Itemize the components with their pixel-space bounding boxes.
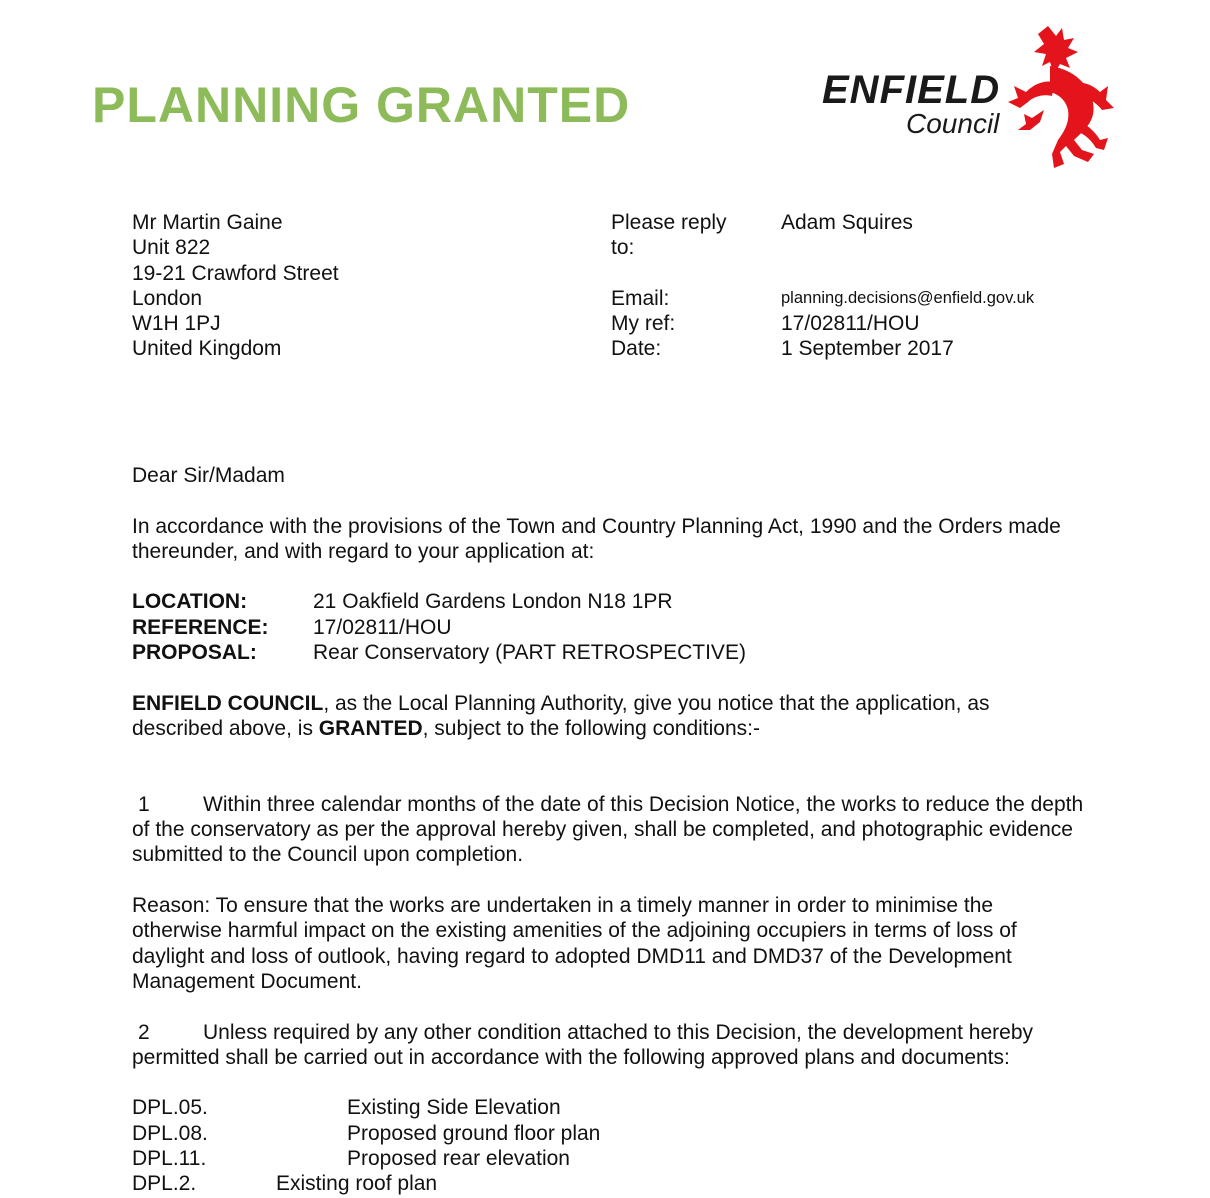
condition-1-number: 1 xyxy=(138,793,150,816)
reference-value: 17/02811/HOU xyxy=(313,616,452,639)
reason-paragraph xyxy=(132,893,1017,994)
proposal-value: Rear Conservatory (PART RETROSPECTIVE) xyxy=(313,641,746,664)
date-label: Date: xyxy=(611,337,662,360)
email-value[interactable]: planning.decisions@enfield.gov.uk xyxy=(781,289,1035,307)
recipient-postcode: W1H 1PJ xyxy=(132,312,221,336)
recipient-country: United Kingdom xyxy=(132,337,282,361)
date-value: 1 September 2017 xyxy=(781,337,954,360)
plan-code: DPL.2. xyxy=(132,1172,197,1195)
plan-title: Proposed ground floor plan xyxy=(347,1122,601,1145)
page-title: PLANNING GRANTED xyxy=(92,77,631,133)
notice-line-1-text: , as the Local Planning Authority, give you notice that the application, as xyxy=(323,692,990,715)
reply-label-line2: to: xyxy=(611,236,635,260)
plan-title: Existing roof plan xyxy=(276,1172,438,1195)
reference-label: REFERENCE: xyxy=(132,616,269,639)
plan-code: DPL.05. xyxy=(132,1096,208,1119)
my-ref-value: 17/02811/HOU xyxy=(781,312,920,335)
logo-enfield-text: ENFIELD xyxy=(822,68,1001,112)
enfield-council-logo xyxy=(818,22,1118,172)
location-value: 21 Oakfield Gardens London N18 1PR xyxy=(313,590,673,613)
plan-title: Existing Side Elevation xyxy=(347,1096,561,1119)
logo-council-text: Council xyxy=(906,108,1000,139)
intro-line-2: thereunder, and with regard to your application at: xyxy=(132,540,595,564)
notice-line-2 xyxy=(132,716,990,741)
reason-line-2: otherwise harmful impact on the existing amenities of the adjoining occupiers in terms of loss of xyxy=(132,919,1017,943)
recipient-street: 19-21 Crawford Street xyxy=(132,261,339,285)
recipient-name: Mr Martin Gaine xyxy=(132,211,283,234)
salutation: Dear Sir/Madam xyxy=(132,464,285,487)
location-label: LOCATION: xyxy=(132,590,248,613)
plan-code: DPL.08. xyxy=(132,1122,208,1145)
notice-council-bold: ENFIELD COUNCIL xyxy=(132,692,324,715)
intro-paragraph xyxy=(132,514,1061,565)
reply-label-line1: Please reply xyxy=(611,211,727,234)
condition-2-number: 2 xyxy=(138,1021,150,1044)
recipient-city: London xyxy=(132,286,203,310)
plan-code: DPL.11. xyxy=(132,1147,207,1170)
recipient-address xyxy=(132,210,339,362)
condition-1-line-2: of the conservatory as per the approval hereby given, shall be completed, and photographic evidence xyxy=(132,818,1073,841)
condition-1-line-3: submitted to the Council upon completion. xyxy=(132,843,524,866)
condition-1-line-1: Within three calendar months of the date of this Decision Notice, the works to reduce the depth xyxy=(203,793,1084,816)
recipient-unit: Unit 822 xyxy=(132,236,211,260)
reason-line-4: Management Document. xyxy=(132,969,362,993)
notice-granted-bold: GRANTED xyxy=(318,717,423,741)
intro-line-1: In accordance with the provisions of the Town and Country Planning Act, 1990 and the Orders made xyxy=(132,515,1061,538)
notice-line-2-text-a: described above, is xyxy=(132,717,319,741)
reply-label xyxy=(611,210,727,261)
condition-2-line-2: permitted shall be carried out in accordance with the following approved plans and documents: xyxy=(132,1046,1010,1069)
notice-paragraph xyxy=(132,691,990,742)
notice-line-2-text-b: , subject to the following conditions:- xyxy=(422,717,760,741)
condition-2-line-1: Unless required by any other condition attached to this Decision, the development hereby xyxy=(203,1021,1033,1044)
proposal-label: PROPOSAL: xyxy=(132,641,257,664)
plan-title: Proposed rear elevation xyxy=(347,1147,570,1170)
reason-line-1: Reason: To ensure that the works are undertaken in a timely manner in order to minimise the xyxy=(132,894,994,917)
notice-line-1 xyxy=(132,691,990,716)
dragon-emblem-icon xyxy=(1004,22,1116,170)
reply-contact-name: Adam Squires xyxy=(781,211,913,234)
reason-line-3: daylight and loss of outlook, having regard to adopted DMD11 and DMD37 of the Development xyxy=(132,944,1012,968)
my-ref-label: My ref: xyxy=(611,312,676,335)
email-label: Email: xyxy=(611,287,670,310)
